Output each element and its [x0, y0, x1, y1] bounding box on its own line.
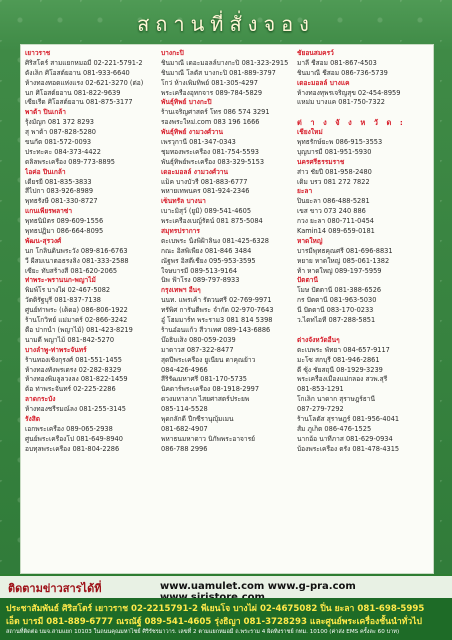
section-heading: พัฒน-สุรวงศ์	[25, 236, 62, 245]
directory-entry: ณัฐพร อิสตีเชียง 095-953-3595	[161, 256, 256, 265]
section-heading: ลาดกระบัง	[25, 395, 56, 404]
directory-panel	[20, 44, 434, 574]
footer-address: สถานที่ติดต่อ บมจ.สามแยก 10103 ในถนนคุณมหาไชย์ ศิริรัชรมาวาร. เลขที่ 2 ตามแยกหมอมี ถ.พระราม 4 ผิดทิงราชย์ กทม. 10100 (ค่าส่ง EMS ครั้งละ 60 บาท)	[6, 629, 400, 635]
directory-entry: ห้างทองชรีรมณ์ลง 081-255-3145	[25, 405, 126, 414]
directory-entry: พุดกลักดี ปี๋กซีรานุญุ้มเมน	[161, 414, 234, 423]
section-heading: ยะลา	[297, 187, 313, 196]
directory-entry: พุทธรักษ์ยะพ 086-915-3553	[297, 138, 383, 147]
directory-entry: สีไปกา 083-926-8989	[25, 187, 94, 196]
directory-entry: ต้อ ท่าพระจันทร์ 02-225-2286	[25, 385, 116, 394]
section-heading: หาดใหญ่	[297, 236, 323, 245]
section-heading: รังสิต	[25, 414, 41, 423]
directory-entry: กร ปัตตานี 081-963-5030	[297, 296, 377, 305]
directory-entry: นก โกลิ่นดิ่นพระวัง 089-816-6763	[25, 246, 128, 255]
section-heading: ต่างจังหวัดอื่นๆ	[297, 335, 340, 344]
section-heading: ปัตตานี	[297, 276, 318, 285]
directory-entry: สุดปีพระเครื่อง ยูเนียน ดาคุณย้าว	[161, 355, 256, 364]
directory-entry: ศิริสโตร์ สามแยกหมอมี 02-221-5791-2	[25, 58, 143, 67]
directory-entry: เดิม บรว 081 272 7822	[297, 177, 370, 186]
section-heading: กรุงเทพฯ อื่นๆ	[161, 286, 201, 295]
directory-entry: 081-853-1291	[297, 385, 344, 394]
section-heading: แกนเพียรพลาซ่า	[25, 207, 73, 216]
directory-entry: พหาธนมหาดาว นิกัพพระอาจารย์	[161, 434, 256, 443]
directory-entry: นี ปัตตานี 083-170-0233	[297, 306, 374, 315]
directory-entry: สุ พาต้า 087-828-5280	[25, 128, 96, 137]
directory-entry: แหม่ม บางแค 081-750-7322	[297, 98, 385, 107]
footer-line-1: ประชาสัมพันธ์ ศิริสโตร์ เยาวราช 02-2215791-2 พีเยนโจ บางไผ่ 02-4675082 ปิ่น ยะลา 081-698-5995	[6, 604, 425, 614]
directory-entry: ศูนย์พระเครื่องโป 081-649-8940	[25, 434, 123, 443]
directory-entry: นามดี พญาไม้ 081-842-5270	[25, 335, 115, 344]
directory-entry: ตือ ปากน้ำ (พญาไม้) 081-423-8219	[25, 325, 133, 334]
section-heading: ต่ า ง จั ง ห วั ด :	[297, 118, 406, 128]
directory-entry: โกว่ ห้างเพิ่มทิพย์ 081-305-4297	[161, 78, 258, 87]
directory-entry: นากอ้อ นาทีภาส 081-629-0934	[297, 434, 393, 443]
directory-entry: พุทธนิมิตร 089-609-1556	[25, 217, 104, 226]
footer	[0, 598, 452, 640]
directory-entry: กวง ยะลา 080-711-0454	[297, 217, 374, 226]
directory-entry: เขส ขาว 073 240 886	[297, 207, 366, 216]
directory-entry: 087-279-7292	[297, 405, 344, 414]
section-heading: พันธุ์ทิพย์ งามวงศ์วาน	[161, 128, 224, 137]
directory-column-1	[25, 49, 157, 455]
directory-entry: ห้างทองทุพรเจริญสุข 02-454-8959	[297, 88, 401, 97]
spacer	[297, 326, 429, 336]
directory-entry: ทรัพิศ การันตีพระ จำกัด 02-970-7643	[161, 306, 274, 315]
section-heading: บางลำพู-ท่าพระจันทร์	[25, 345, 87, 354]
directory-entry: บารมีพุทธคุณศรี 081-696-8831	[297, 246, 393, 255]
directory-entry: สั้ม ภูเก็ต 086-476-1525	[297, 424, 372, 433]
section-heading: เซ็นทรัล บางนา	[161, 197, 206, 206]
directory-entry: 081-682-4907	[161, 424, 208, 433]
section-heading: บางกะปิ	[161, 49, 184, 57]
directory-entry: ขนกัต 081-572-0093	[25, 138, 92, 147]
directory-entry: เซียเรีด ศิโอสต์ยอาน 081-875-3177	[25, 98, 133, 107]
directory-entry: บุญบารมี 081-951-5930	[297, 147, 372, 156]
directory-entry: ตะเบพระ พัทยา 084-657-9117	[297, 345, 390, 354]
directory-entry: ท้า หาดใหญ่ 089-197-5959	[297, 266, 382, 275]
spacer	[297, 108, 429, 118]
directory-entry: เอกพระเครื่อง 089-065-2938	[25, 424, 113, 433]
directory-entry: มาลี ชีสอม 081-867-4503	[297, 58, 377, 67]
directory-entry: ชินมาณี เดอะมอลล์บางกะปิ 081-323-2915	[161, 58, 289, 67]
directory-entry: พิมพ์โร บางไผ่ 02-467-5082	[25, 286, 111, 295]
website-urls[interactable]: www.uamulet.com www.g-pra.com	[160, 581, 356, 592]
directory-entry: ห้างทองทั่งพรเดรง 02-282-8329	[25, 365, 122, 374]
directory-entry: ว.ไดทไอที 087-288-5851	[297, 316, 376, 325]
directory-entry: ตะเบพระ นิ้งพิฝ้าลิ่นง 081-425-6328	[161, 236, 270, 245]
section-heading: นครศรีธรรมราช	[297, 157, 345, 166]
directory-entry: ร้านอ๋อนแก้ว สีวาเทศ 089-143-6886	[161, 325, 271, 334]
directory-entry: มาดาวส 087-322-8477	[161, 345, 234, 354]
directory-entry: นนท. แพรเค้า รัตวนศรี 02-769-9971	[161, 296, 272, 305]
directory-entry: บ๊อธิบเส็ง 080-059-2039	[161, 335, 236, 344]
section-heading: พาต้า ปิ่นเกล้า	[25, 108, 67, 117]
section-heading: ชัยอนสมครว์	[297, 49, 334, 57]
directory-entry: พระเครื่องเมืองแม่กลอง สวพ.สุรี	[297, 375, 388, 384]
section-heading: ท่าพระ-พรานนก-พญาไม้	[25, 276, 96, 285]
directory-entry: เดียรยี 081-835-3833	[25, 177, 92, 186]
directory-entry: 086-788 2996	[161, 444, 208, 453]
directory-entry: ศูนย์ท่าพระ (เด็ดอ) 086-806-1922	[25, 306, 128, 315]
directory-entry: หยาย หาดใหญ่ 085-061-1382	[297, 256, 390, 265]
website-label: ติดตามข่าวสารได้ที่	[8, 582, 102, 595]
directory-entry: รองพระใหม่.com 083 196 1666	[161, 118, 260, 127]
directory-entry: นิคดาร์พระเครื่อง 08-1918-2997	[161, 385, 260, 394]
directory-entry: สีริรัฒมหาศรี 081-170-5735	[161, 375, 247, 384]
directory-entry: พุทธปฏิมา 086-664-8095	[25, 227, 104, 236]
directory-entry: วี ผีสมเนาตอธรงลิ่ง 081-333-2588	[25, 256, 129, 265]
directory-entry: ดลิลพระเครื่อง 089-773-8895	[25, 157, 115, 166]
directory-entry: กณะ อิสพิเพียง 081-846 3484	[161, 246, 252, 255]
directory-entry: ร้านโกวิทย์ แม่มาตร์ 02-866-3242	[25, 316, 128, 325]
directory-entry: พระเครื่องอุทกจาร 089-784-5829	[161, 88, 263, 97]
directory-entry: พหายเทพนคร 081-924-2346	[161, 187, 250, 196]
directory-entry: ชินมาณี ชีสอม 086-736-5739	[297, 68, 388, 77]
directory-entry: ร้านโลตัส สุราษฎร์ 081-956-4041	[297, 414, 400, 423]
directory-entry: ส่าว ชัยปี 081-958-2480	[297, 167, 372, 176]
directory-entry: อบทุลพระเครื่อง 081-804-2286	[25, 444, 120, 453]
directory-entry: 085-114-5528	[161, 405, 208, 414]
directory-entry: ร้านเจริญศาสตร์ โทร 086 574 3291	[161, 108, 270, 117]
section-heading: พันธุ์ทิพย์ บางกะปิ	[161, 98, 212, 107]
directory-entry: ตังเล็ก ศิโอสต์ยอาน 081-933-6640	[25, 68, 130, 77]
directory-entry: โมษ ปัตตานี 081-388-6526	[297, 286, 382, 295]
directory-entry: นก ศิโอสต์ยอาน 081-822-9639	[25, 88, 121, 97]
directory-entry: ปิ่นยะลา 086-488-5281	[297, 197, 370, 206]
directory-entry: ชุมทองพระเครื่อง 081-754-5593	[161, 147, 259, 156]
directory-entry: เซียะ ทับสร้างสี 081-620-2065	[25, 266, 118, 275]
website-bar	[0, 574, 452, 600]
section-heading: เชียงใหม่	[297, 128, 323, 137]
directory-entry: อู๋ โฮมมาร์ท พระราม3 081 814 5398	[161, 316, 273, 325]
section-heading: เดอะมอลล์ บางแค	[297, 78, 350, 87]
section-heading: เดอะมอลล์ งามวงศ์วาน	[161, 167, 229, 176]
footer-line-2: เอ็ด บารมี 081-889-6777 ณรณัฐ์ 089-541-4605 รุ่งธิญา 081-3728293 และศูนย์พระเครื่องชั้นนำทั่วไป	[6, 617, 422, 627]
page-title: สถานที่สั่งจอง	[137, 12, 315, 36]
section-heading: สมุทรปราการ	[161, 227, 200, 236]
directory-entry: โกเล็ก นาดาก สุราษฎร์ธานี	[297, 395, 376, 404]
directory-entry: แม็ค บางบัวรี 081-883-6777	[161, 177, 248, 186]
directory-entry: นิพ ฟ้าโรง 089-797-8933	[161, 276, 240, 285]
header	[0, 6, 452, 42]
directory-entry: ชินมาณี โลตัส บางกะปิ 081-889-3797	[161, 68, 276, 77]
section-heading: ไอค่อ ปิ่นเกล้า	[25, 167, 66, 176]
directory-entry: บ้องพระเครื่อง ตรัง 081-478-4315	[297, 444, 400, 453]
directory-entry: พุทธรังษี 081-330-8727	[25, 197, 98, 206]
directory-entry: วัตติรัฐบุรี 081-837-7138	[25, 296, 101, 305]
directory-column-3	[297, 49, 429, 455]
directory-entry: Kamin14 089-659-0181	[297, 227, 375, 236]
directory-entry: เบาะมิสุว์ (ยูมิ) 089-541-4605	[161, 207, 252, 216]
directory-entry: ดวงมหาลาภ ไสยศาสตร์ประยพ	[161, 395, 250, 404]
directory-entry: พันธุ์ทิพย์พระเครื่อง 083-329-5153	[161, 157, 265, 166]
section-heading: เยาวราช	[25, 49, 51, 57]
directory-column-2	[161, 49, 293, 455]
directory-entry: ตี ซุ้ง ชัยสฤนี 08-1929-3239	[297, 365, 383, 374]
directory-entry: เพรวุกานี 081-347-0343	[161, 138, 236, 147]
directory-entry: รุ้งมัญก 081 372 8293	[25, 118, 94, 127]
directory-entry: ใจษบารมี 089-513-9164	[161, 266, 238, 275]
directory-entry: ห้างทองพิมลูลวงลง 081-822-1459	[25, 375, 128, 384]
directory-entry: ประทะคะ 084-373-4422	[25, 147, 101, 156]
directory-entry: พระเครื่องเบญ์รัตน์ 081 875-5084	[161, 217, 263, 226]
directory-entry: ห้างทองทอดแห่งแรง 02-621-3270 (ต่อ)	[25, 78, 144, 87]
directory-entry: ร้านทองเชิงกุรงศ์ 081-551-1455	[25, 355, 122, 364]
directory-entry: มะโซ สกบุรี 081-946-2861	[297, 355, 380, 364]
directory-entry: 084-426-4966	[161, 365, 208, 374]
